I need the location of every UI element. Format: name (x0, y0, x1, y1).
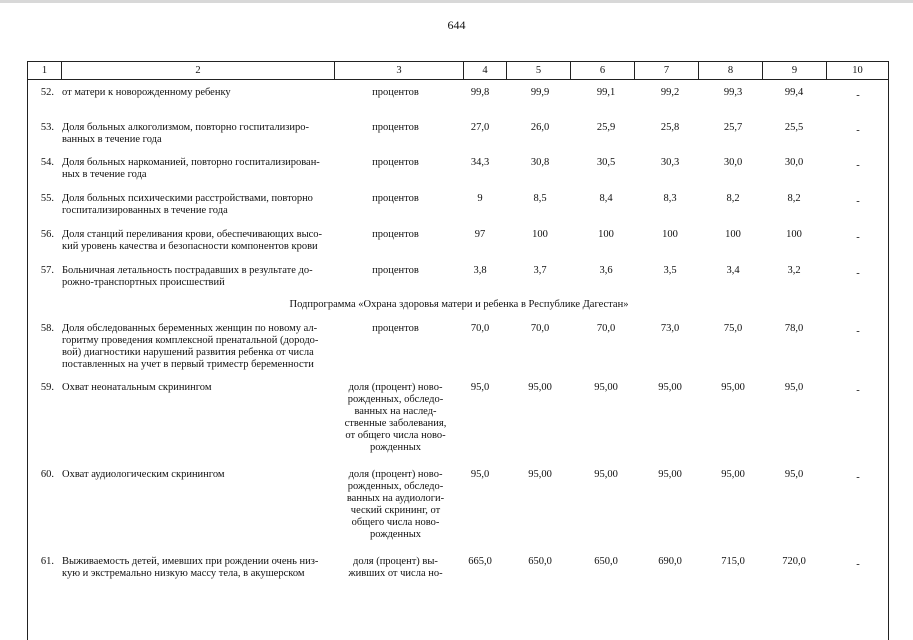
value-col-10: - (856, 268, 860, 279)
unit-of-measure: процентов (372, 157, 419, 168)
indicator-name: Охват неонатальным скринингом (62, 382, 212, 393)
indicator-name: Доля больных алкоголизмом, повторно госпитализиро- (62, 122, 309, 133)
value-col-5: 8,5 (533, 193, 547, 204)
indicator-name-cont: госпитализированных в течение года (62, 205, 228, 216)
value-col-8: 95,00 (721, 382, 745, 393)
unit-of-measure: доля (процент) вы- (353, 556, 438, 567)
indicator-name-cont: рожно-транспортных происшествий (62, 277, 225, 288)
value-col-8: 95,00 (721, 469, 745, 480)
unit-of-measure: процентов (372, 265, 419, 276)
value-col-8: 3,4 (726, 265, 740, 276)
row-number: 56. (40, 229, 54, 240)
indicator-name: Доля больных психическими расстройствами, повторно (62, 193, 313, 204)
value-col-6: 95,00 (594, 469, 618, 480)
row-number: 59. (40, 382, 54, 393)
value-col-4: 27,0 (470, 122, 490, 133)
indicator-name-cont: кий уровень качества и безопасности компонентов крови (62, 241, 318, 252)
unit-of-measure: процентов (372, 122, 419, 133)
indicator-name-cont: кую и экстремально низкую массу тела, в акушерском (62, 568, 305, 579)
value-col-4: 97 (474, 229, 486, 240)
value-col-10: - (856, 559, 860, 570)
value-col-7: 99,2 (660, 87, 680, 98)
value-col-8: 100 (725, 229, 741, 240)
indicator-name: Доля обследованных беременных женщин по новому ал- (62, 323, 318, 334)
value-col-7: 30,3 (660, 157, 680, 168)
value-col-10: - (856, 326, 860, 337)
value-col-10: - (856, 125, 860, 136)
value-col-9: 95,0 (784, 469, 804, 480)
value-col-4: 95,0 (470, 382, 490, 393)
header-col-4: 4 (463, 62, 506, 79)
value-col-8: 30,0 (723, 157, 743, 168)
value-col-9: 25,5 (784, 122, 804, 133)
value-col-10: - (856, 472, 860, 483)
value-col-6: 650,0 (594, 556, 618, 567)
value-col-5: 95,00 (528, 469, 552, 480)
header-col-9: 9 (762, 62, 826, 79)
row-number: 53. (40, 122, 54, 133)
header-col-6: 6 (570, 62, 634, 79)
indicators-table (27, 61, 889, 640)
value-col-9: 95,0 (784, 382, 804, 393)
value-col-7: 8,3 (663, 193, 677, 204)
unit-of-measure-cont: рожденных (369, 529, 422, 540)
indicator-name-cont: ванных в течение года (62, 134, 162, 145)
value-col-6: 95,00 (594, 382, 618, 393)
value-col-10: - (856, 232, 860, 243)
unit-of-measure-cont: рожденных, обследо- (347, 394, 444, 405)
value-col-4: 70,0 (470, 323, 490, 334)
unit-of-measure-cont: ванных на аудиологи- (346, 493, 445, 504)
page-number: 644 (447, 18, 466, 32)
value-col-8: 75,0 (723, 323, 743, 334)
indicator-name-cont: поставленных на учет в первый триместр беременности (62, 359, 314, 370)
value-col-7: 100 (662, 229, 678, 240)
unit-of-measure: процентов (372, 87, 419, 98)
unit-of-measure: процентов (372, 323, 419, 334)
unit-of-measure-cont: живших от числа но- (348, 568, 443, 579)
header-col-3: 3 (334, 62, 463, 79)
row-number: 52. (40, 87, 54, 98)
indicator-name: Больничная летальность пострадавших в результате до- (62, 265, 313, 276)
value-col-6: 30,5 (596, 157, 616, 168)
value-col-5: 650,0 (528, 556, 552, 567)
value-col-10: - (856, 90, 860, 101)
value-col-6: 100 (598, 229, 614, 240)
value-col-8: 715,0 (721, 556, 745, 567)
value-col-5: 70,0 (530, 323, 550, 334)
value-col-9: 720,0 (782, 556, 806, 567)
value-col-4: 3,8 (473, 265, 487, 276)
row-number: 61. (40, 556, 54, 567)
value-col-10: - (856, 160, 860, 171)
value-col-9: 99,4 (784, 87, 804, 98)
unit-of-measure: процентов (372, 193, 419, 204)
indicator-name-cont: горитму проведения комплексной пренатальной (дородо- (62, 335, 319, 346)
indicator-name: Доля станций переливания крови, обеспечивающих высо- (62, 229, 323, 240)
unit-of-measure-cont: общего числа ново- (351, 517, 440, 528)
value-col-5: 26,0 (530, 122, 550, 133)
value-col-8: 99,3 (723, 87, 743, 98)
value-col-9: 100 (786, 229, 802, 240)
unit-of-measure: доля (процент) ново- (348, 469, 443, 480)
value-col-9: 3,2 (787, 265, 801, 276)
indicator-name: Доля больных наркоманией, повторно госпитализирован- (62, 157, 320, 168)
unit-of-measure-cont: ванных на наслед- (354, 406, 437, 417)
unit-of-measure-cont: ческий скрининг, от (350, 505, 441, 516)
row-number: 57. (40, 265, 54, 276)
header-col-5: 5 (506, 62, 570, 79)
table-header-row (27, 61, 889, 80)
value-col-10: - (856, 385, 860, 396)
value-col-5: 30,8 (530, 157, 550, 168)
value-col-10: - (856, 196, 860, 207)
value-col-5: 3,7 (533, 265, 547, 276)
value-col-5: 100 (532, 229, 548, 240)
value-col-4: 34,3 (470, 157, 490, 168)
table-body (27, 80, 889, 640)
indicator-name: Выживаемость детей, имевших при рождении очень низ- (62, 556, 319, 567)
row-number: 60. (40, 469, 54, 480)
unit-of-measure: доля (процент) ново- (348, 382, 443, 393)
value-col-4: 99,8 (470, 87, 490, 98)
header-col-7: 7 (634, 62, 698, 79)
value-col-9: 78,0 (784, 323, 804, 334)
value-col-4: 665,0 (468, 556, 492, 567)
page-top-edge (0, 0, 913, 3)
row-number: 58. (40, 323, 54, 334)
header-col-10: 10 (826, 62, 888, 79)
header-col-8: 8 (698, 62, 762, 79)
value-col-6: 25,9 (596, 122, 616, 133)
value-col-5: 95,00 (528, 382, 552, 393)
value-col-7: 95,00 (658, 469, 682, 480)
header-col-1: 1 (41, 65, 48, 76)
value-col-4: 9 (477, 193, 483, 204)
unit-of-measure: процентов (372, 229, 419, 240)
value-col-7: 690,0 (658, 556, 682, 567)
value-col-6: 70,0 (596, 323, 616, 334)
indicator-name-cont: ных в течение года (62, 169, 147, 180)
value-col-6: 3,6 (599, 265, 613, 276)
unit-of-measure-cont: от общего числа ново- (345, 430, 446, 441)
unit-of-measure-cont: рожденных, обследо- (347, 481, 444, 492)
value-col-9: 30,0 (784, 157, 804, 168)
value-col-7: 95,00 (658, 382, 682, 393)
value-col-7: 73,0 (660, 323, 680, 334)
indicator-name: Охват аудиологическим скринингом (62, 469, 225, 480)
row-number: 55. (40, 193, 54, 204)
header-col-2: 2 (61, 62, 334, 79)
value-col-5: 99,9 (530, 87, 550, 98)
value-col-8: 8,2 (726, 193, 740, 204)
value-col-6: 8,4 (599, 193, 613, 204)
value-col-4: 95,0 (470, 469, 490, 480)
value-col-9: 8,2 (787, 193, 801, 204)
unit-of-measure-cont: рожденных (369, 442, 422, 453)
indicator-name: от матери к новорожденному ребенку (62, 87, 231, 98)
value-col-7: 3,5 (663, 265, 677, 276)
subprogram-heading: Подпрограмма «Охрана здоровья матери и ребенка в Республике Дагестан» (289, 299, 629, 310)
value-col-8: 25,7 (723, 122, 743, 133)
indicator-name-cont: вой) диагностики нарушений развития ребенка от числа (62, 347, 314, 358)
row-number: 54. (40, 157, 54, 168)
value-col-6: 99,1 (596, 87, 616, 98)
value-col-7: 25,8 (660, 122, 680, 133)
unit-of-measure-cont: ственные заболевания, (344, 418, 447, 429)
